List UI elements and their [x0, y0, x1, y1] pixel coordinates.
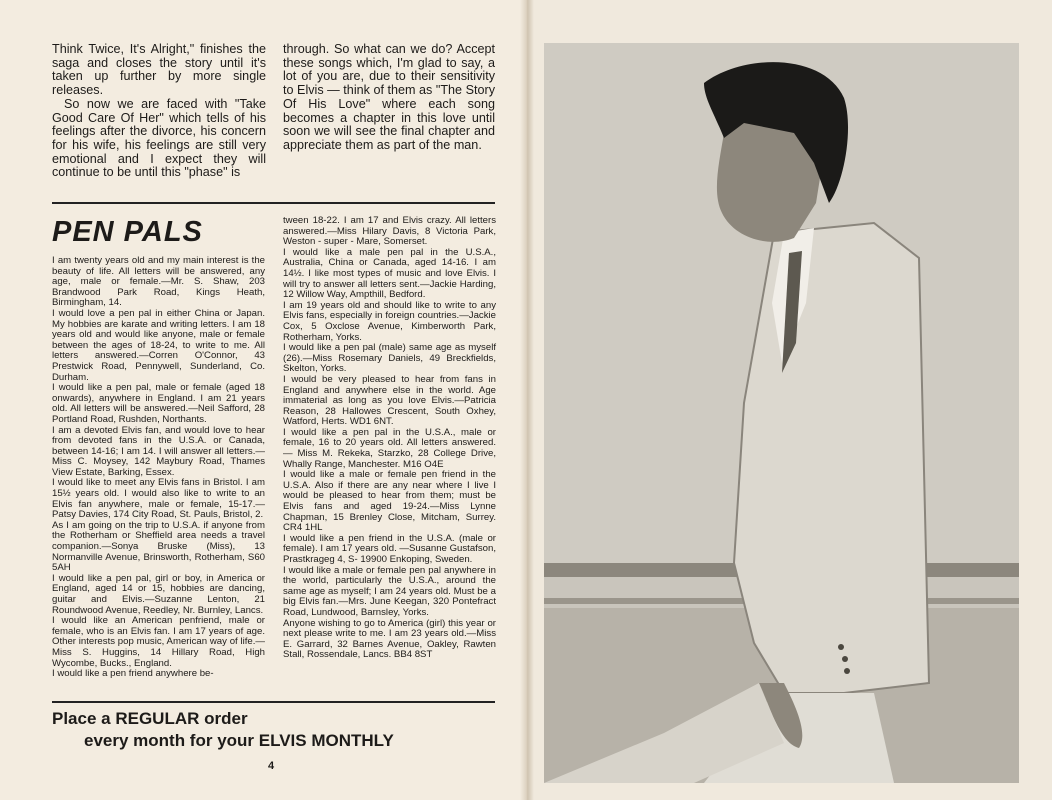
subscription-promo: [52, 708, 498, 752]
pen-pals-heading: PEN PALS: [52, 216, 203, 248]
intro-paragraph-2: So now we are faced with "Take Good Care Of Her" which tells of his feelings after the divorce, his concern for his wife, his feelings are still very emotional and I expect they will continue to be until this "phase" is: [52, 96, 266, 180]
photo-button-2: [842, 656, 848, 662]
page-gutter: [520, 0, 534, 800]
promo-line-2: every month for your ELVIS MONTHLY: [84, 731, 394, 750]
intro-column-right: [283, 43, 495, 153]
pen-pals-column-left: I am twenty years old and my main interest is the beauty of life. All letters will be answered, any age, male or female.—Mr. S. Shaw, 203 Brandwood Park Road, Kings Heath, Birmingham, 14. I would love a pen pal in either China or Japan. My hobbies are karate and writing letters. I am 18 years old and would like anyone, male or female between the ages of 18-24, to write to me. All letters answered.—Corren O'Connor, 43 Prestwick Road, Pennywell, Sunderland, Co. Durham. I would like a pen pal, male or female (aged 18 onwards), anywhere in England. I am 21 years old. All letters will be answered.—Neil Safford, 28 Portland Road, Rushden, Northants. I am a devoted Elvis fan, and would love to hear from devoted fans in the U.S.A. or Canada, between 14-16; I am 14. I will answer all letters.—Miss C. Moysey, 142 Maybury Road, Thames View Estate, Barking, Essex. I would like to meet any Elvis fans in Bristol. I am 15½ years old. I would also like to write to an Elvis fan anywhere, male or female, 15-17.—Patsy Davies, 174 City Road, St. Pauls, Bristol, 2. As I am going on the trip to U.S.A. if anyone from the Rotherham or Sheffield area needs a travel companion.—Sonya Bruske (Miss), 13 Normanville Avenue, Brinsworth, Rotherham, S60 5AH I would like a pen pal, girl or boy, in America or England, aged 14 or 15, hobbies are dancing, guitar and Elvis.—Suzanne Lenton, 21 Roundwood Avenue, Reedley, Nr. Burnley, Lancs. I would like an American penfriend, male or female, who is an Elvis fan. I am 17 years of age. Other interests pop music, American way of life.—Miss S. Huggins, 14 Hillary Road, High Wycombe, Bucks., England. I would like a pen friend anywhere be-: [52, 255, 265, 680]
page-number: 4: [268, 760, 275, 772]
photo-button-1: [838, 644, 844, 650]
photo-jacket: [734, 223, 929, 693]
section-divider-top: [52, 202, 495, 204]
section-divider-bottom: [52, 701, 495, 703]
pen-pals-column-right: tween 18-22. I am 17 and Elvis crazy. All letters answered.—Miss Hilary Davis, 8 Victoria Park, Weston - super - Mare, Somerset. I would like a male pen pal in the U.S.A., Australia, China or Canada, aged 14-16. I am 14½. I like most types of music and love Elvis. I will try to answer all letters sent.—Jackie Harding, 12 Willow Way, Ampthill, Bedford. I am 19 years old and should like to write to any Elvis fans, especially in foreign countries.—Jackie Cox, 5 Oxclose Avenue, Kimberworth Park, Rotherham, Yorks. I would like a pen pal (male) same age as myself (26).—Miss Rosemary Daniels, 49 Breckfields, Skelton, Yorks. I would be very pleased to hear from fans in England and anywhere else in the world. Age immaterial as long as you love Elvis.—Patricia Reason, 28 Hallowes Crescent, South Oxhey, Watford, Herts. WD1 6NT. I would like a pen pal in the U.S.A., male or female, 16 to 20 years old. All letters answered. — Miss M. Rekeka, Starzko, 28 College Drive, Whally Range, Manchester. M16 O4E I would like a male or female pen friend in the U.S.A. Also if there are any near where I live I would be pleased to hear from them; must be Elvis fans and aged 19-24.—Miss Lynne Chapman, 15 Brenley Close, Mitcham, Surrey. CR4 1HL I would like a pen friend in the U.S.A. (male or female). I am 17 years old. —Susanne Gustafson, Prastkrageg 4, S- 19900 Enkoping, Sweden. I would like a male or female pen pal anywhere in the world, particularly the U.S.A., around the same age as myself; I am 24 years old. Must be a big Elvis fan.—Mrs. June Keegan, 320 Pontefract Road, Lundwood, Barnsley, Yorks. Anyone wishing to go to America (girl) this year or next please write to me. I am 23 years old.—Miss E. Garrard, 32 Barnes Avenue, Oakley, Rawten Stall, Rossendale, Lancs. BB4 8ST: [283, 215, 496, 661]
intro-paragraph-1: Think Twice, It's Alright," finishes the saga and closes the story until it's taken up further by more single releases.: [52, 42, 266, 98]
intro-paragraph-3: through. So what can we do? Accept these songs which, I'm glad to say, a lot of you are, due to their sensitivity to Elvis — think of them as "The Story Of His Love" where each song becomes a chapter in this love until soon we will see the final chapter and appreciate them as part of the man.: [283, 42, 495, 152]
promo-line-1: Place a REGULAR order: [52, 709, 248, 728]
photo-button-3: [844, 668, 850, 674]
intro-column-left: [52, 43, 266, 180]
elvis-photo: [544, 43, 1019, 783]
